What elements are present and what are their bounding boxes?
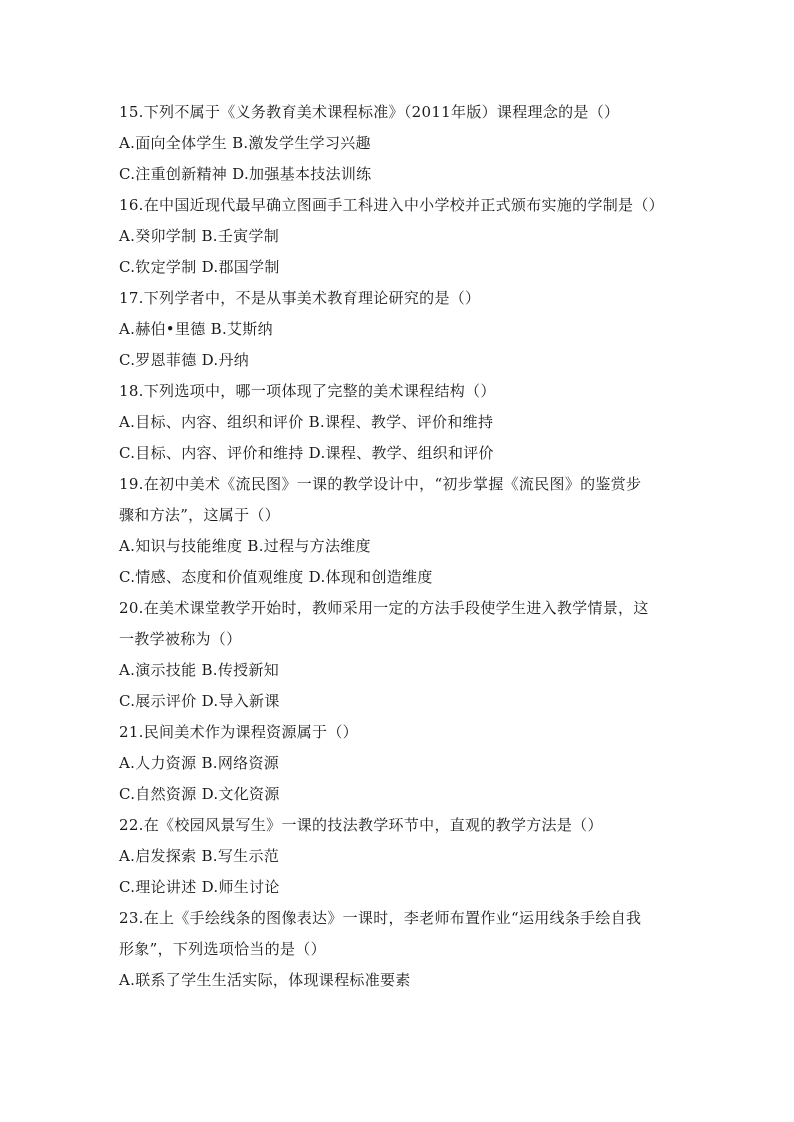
question-18-stem: 18.下列选项中，哪一项体现了完整的美术课程结构（） <box>119 382 496 400</box>
question-15-options-ab: A.面向全体学生 B.激发学生学习兴趣 <box>119 134 371 152</box>
question-15-options-cd: C.注重创新精神 D.加强基本技法训练 <box>119 165 372 183</box>
question-17-options-cd: C.罗恩菲德 D.丹纳 <box>119 351 250 369</box>
question-19-options-ab: A.知识与技能维度 B.过程与方法维度 <box>119 537 371 555</box>
question-16-stem: 16.在中国近现代最早确立图画手工科进入中小学校并正式颁布实施的学制是（） <box>119 196 664 214</box>
question-15-stem: 15.下列不属于《义务教育美术课程标准》（2011年版）课程理念的是（） <box>119 103 620 121</box>
question-21-stem: 21.民间美术作为课程资源属于（） <box>119 723 358 741</box>
question-text-block <box>119 97 679 996</box>
question-20-stem-line-2: 一教学被称为（） <box>119 630 242 648</box>
question-23-stem-line-2: 形象”，下列选项恰当的是（） <box>119 940 326 958</box>
question-20-stem-line-1: 20.在美术课堂教学开始时，教师采用一定的方法手段使学生进入教学情景，这 <box>119 599 649 617</box>
question-19-options-cd: C.情感、态度和价值观维度 D.体现和创造维度 <box>119 568 433 586</box>
question-22-options-cd: C.理论讲述 D.师生讨论 <box>119 878 280 896</box>
question-22-options-ab: A.启发探索 B.写生示范 <box>119 847 280 865</box>
question-20-options-cd: C.展示评价 D.导入新课 <box>119 692 280 710</box>
question-21-options-cd: C.自然资源 D.文化资源 <box>119 785 280 803</box>
question-19-stem-line-1: 19.在初中美术《流民图》一课的教学设计中，“初步掌握《流民图》的鉴赏步 <box>119 475 642 493</box>
question-17-stem: 17.下列学者中，不是从事美术教育理论研究的是（） <box>119 289 481 307</box>
question-17-options-ab: A.赫伯•里德 B.艾斯纳 <box>119 320 273 338</box>
question-23-option-a: A.联系了学生生活实际，体现课程标准要素 <box>119 971 411 989</box>
question-18-options-ab: A.目标、内容、组织和评价 B.课程、教学、评价和维持 <box>119 413 494 431</box>
question-19-stem-line-2: 骤和方法”，这属于（） <box>119 506 280 524</box>
question-16-options-cd: C.钦定学制 D.郡国学制 <box>119 258 280 276</box>
question-16-options-ab: A.癸卯学制 B.壬寅学制 <box>119 227 280 245</box>
question-23-stem-line-1: 23.在上《手绘线条的图像表达》一课时，李老师布置作业“运用线条手绘自我 <box>119 909 642 927</box>
question-21-options-ab: A.人力资源 B.网络资源 <box>119 754 280 772</box>
question-18-options-cd: C.目标、内容、评价和维持 D.课程、教学、组织和评价 <box>119 444 494 462</box>
question-22-stem: 22.在《校园风景写生》一课的技法教学环节中，直观的教学方法是（） <box>119 816 603 834</box>
question-20-options-ab: A.演示技能 B.传授新知 <box>119 661 280 679</box>
